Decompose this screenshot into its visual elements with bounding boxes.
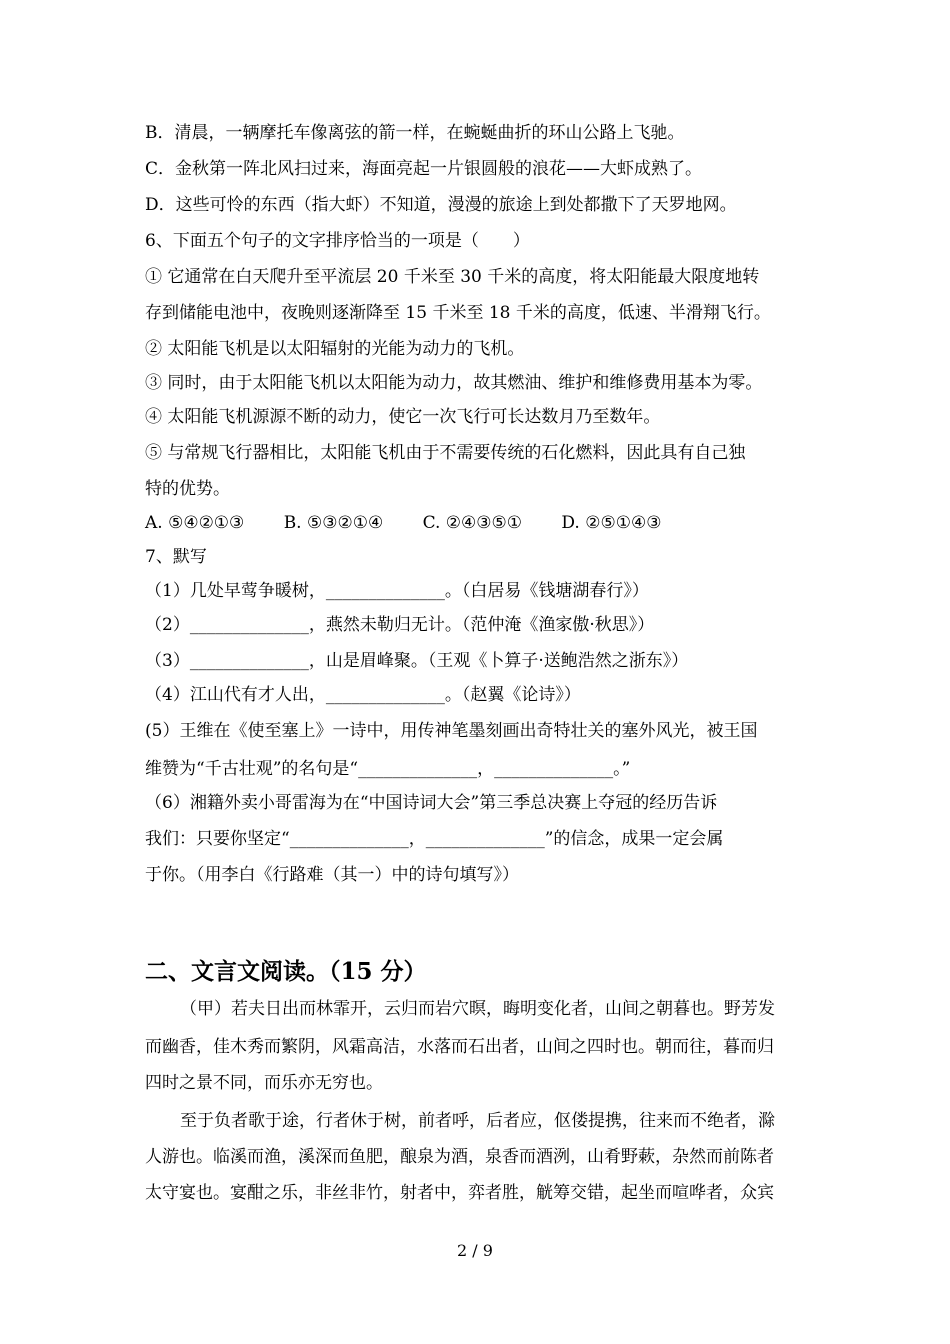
passage-para-1-line-2: 而幽香，佳木秀而繁阴，风霜高洁，水落而石出者，山间之四时也。朝而往，暮而归 (145, 1037, 774, 1057)
question-7-title: 7、默写 (145, 547, 207, 567)
dictation-item-6-line-1: （6）湘籍外卖小哥雷海为在“中国诗词大会”第三季总决赛上夺冠的经历告诉 (145, 793, 718, 813)
sentence-2: ② 太阳能飞机是以太阳辐射的光能为动力的飞机。 (145, 339, 525, 359)
dictation-item-1: （1）几处早莺争暖树，______________。（白居易《钱塘湖春行》） (145, 581, 649, 601)
section-heading: 二、文言文阅读。（15 分） (145, 958, 427, 985)
passage-para-2-line-3: 太守宴也。宴酣之乐，非丝非竹，射者中，弈者胜，觥筹交错，起坐而喧哗者，众宾 (145, 1183, 774, 1203)
passage-para-2-line-2: 人游也。临溪而渔，溪深而鱼肥，酿泉为酒，泉香而酒洌，山肴野蔌，杂然而前陈者 (145, 1147, 774, 1167)
option-b-line: B．清晨，一辆摩托车像离弦的箭一样，在蜿蜒曲折的环山公路上飞驰。 (145, 123, 685, 143)
question-6-title: 6、下面五个句子的文字排序恰当的一项是（ ） (145, 231, 530, 251)
passage-para-2-line-1: 至于负者歌于途，行者休于树，前者呼，后者应，伛偻提携，往来而不绝者，滁 (180, 1111, 775, 1131)
dictation-item-2: （2）______________，燕然未勒归无计。（范仲淹《渔家傲·秋思》） (145, 615, 655, 635)
option-d-line: D．这些可怜的东西（指大虾）不知道，漫漫的旅途上到处都撒下了天罗地网。 (145, 195, 737, 215)
sentence-1-line-1: ① 它通常在白天爬升至平流层 20 千米至 30 千米的高度，将太阳能最大限度地转 (145, 267, 760, 287)
dictation-item-6-line-3: 于你。（用李白《行路难（其一）中的诗句填写》） (145, 865, 519, 885)
dictation-item-6-line-2: 我们：只要你坚定“______________，______________”的信念，成果一定会属 (145, 829, 724, 849)
sentence-5-line-1: ⑤ 与常规飞行器相比，太阳能飞机由于不需要传统的石化燃料，因此具有自己独 (145, 443, 746, 463)
sentence-1-line-2: 存到储能电池中，夜晚则逐渐降至 15 千米至 18 千米的高度，低速、半滑翔飞行。 (145, 303, 771, 323)
dictation-item-3: （3）______________，山是眉峰聚。（王观《卜算子·送鲍浩然之浙东》） (145, 651, 689, 671)
passage-para-1-line-3: 四时之景不同，而乐亦无穷也。 (145, 1073, 383, 1093)
dictation-item-5-line-1: (5）王维在《使至塞上》一诗中，用传神笔墨刻画出奇特壮关的塞外风光，被王国 (145, 721, 758, 741)
sentence-4: ④ 太阳能飞机源源不断的动力，使它一次飞行可长达数月乃至数年。 (145, 407, 661, 427)
question-6-options: A. ⑤④②①③ B. ⑤③②①④ C. ②④③⑤① D. ②⑤①④③ (145, 513, 662, 533)
sentence-5-line-2: 特的优势。 (145, 479, 230, 499)
passage-para-1-line-1: （甲）若夫日出而林霏开，云归而岩穴暝，晦明变化者，山间之朝暮也。野芳发 (180, 999, 775, 1019)
sentence-3: ③ 同时，由于太阳能飞机以太阳能为动力，故其燃油、维护和维修费用基本为零。 (145, 373, 763, 393)
option-c-line: C．金秋第一阵北风扫过来，海面亮起一片银圆般的浪花——大虾成熟了。 (145, 159, 703, 179)
page-number: 2 / 9 (457, 1241, 493, 1260)
dictation-item-5-line-2: 维赞为“千古壮观”的名句是“______________，______________。” (145, 759, 631, 779)
dictation-item-4: （4）江山代有才人出，______________。（赵翼《论诗》） (145, 685, 581, 705)
